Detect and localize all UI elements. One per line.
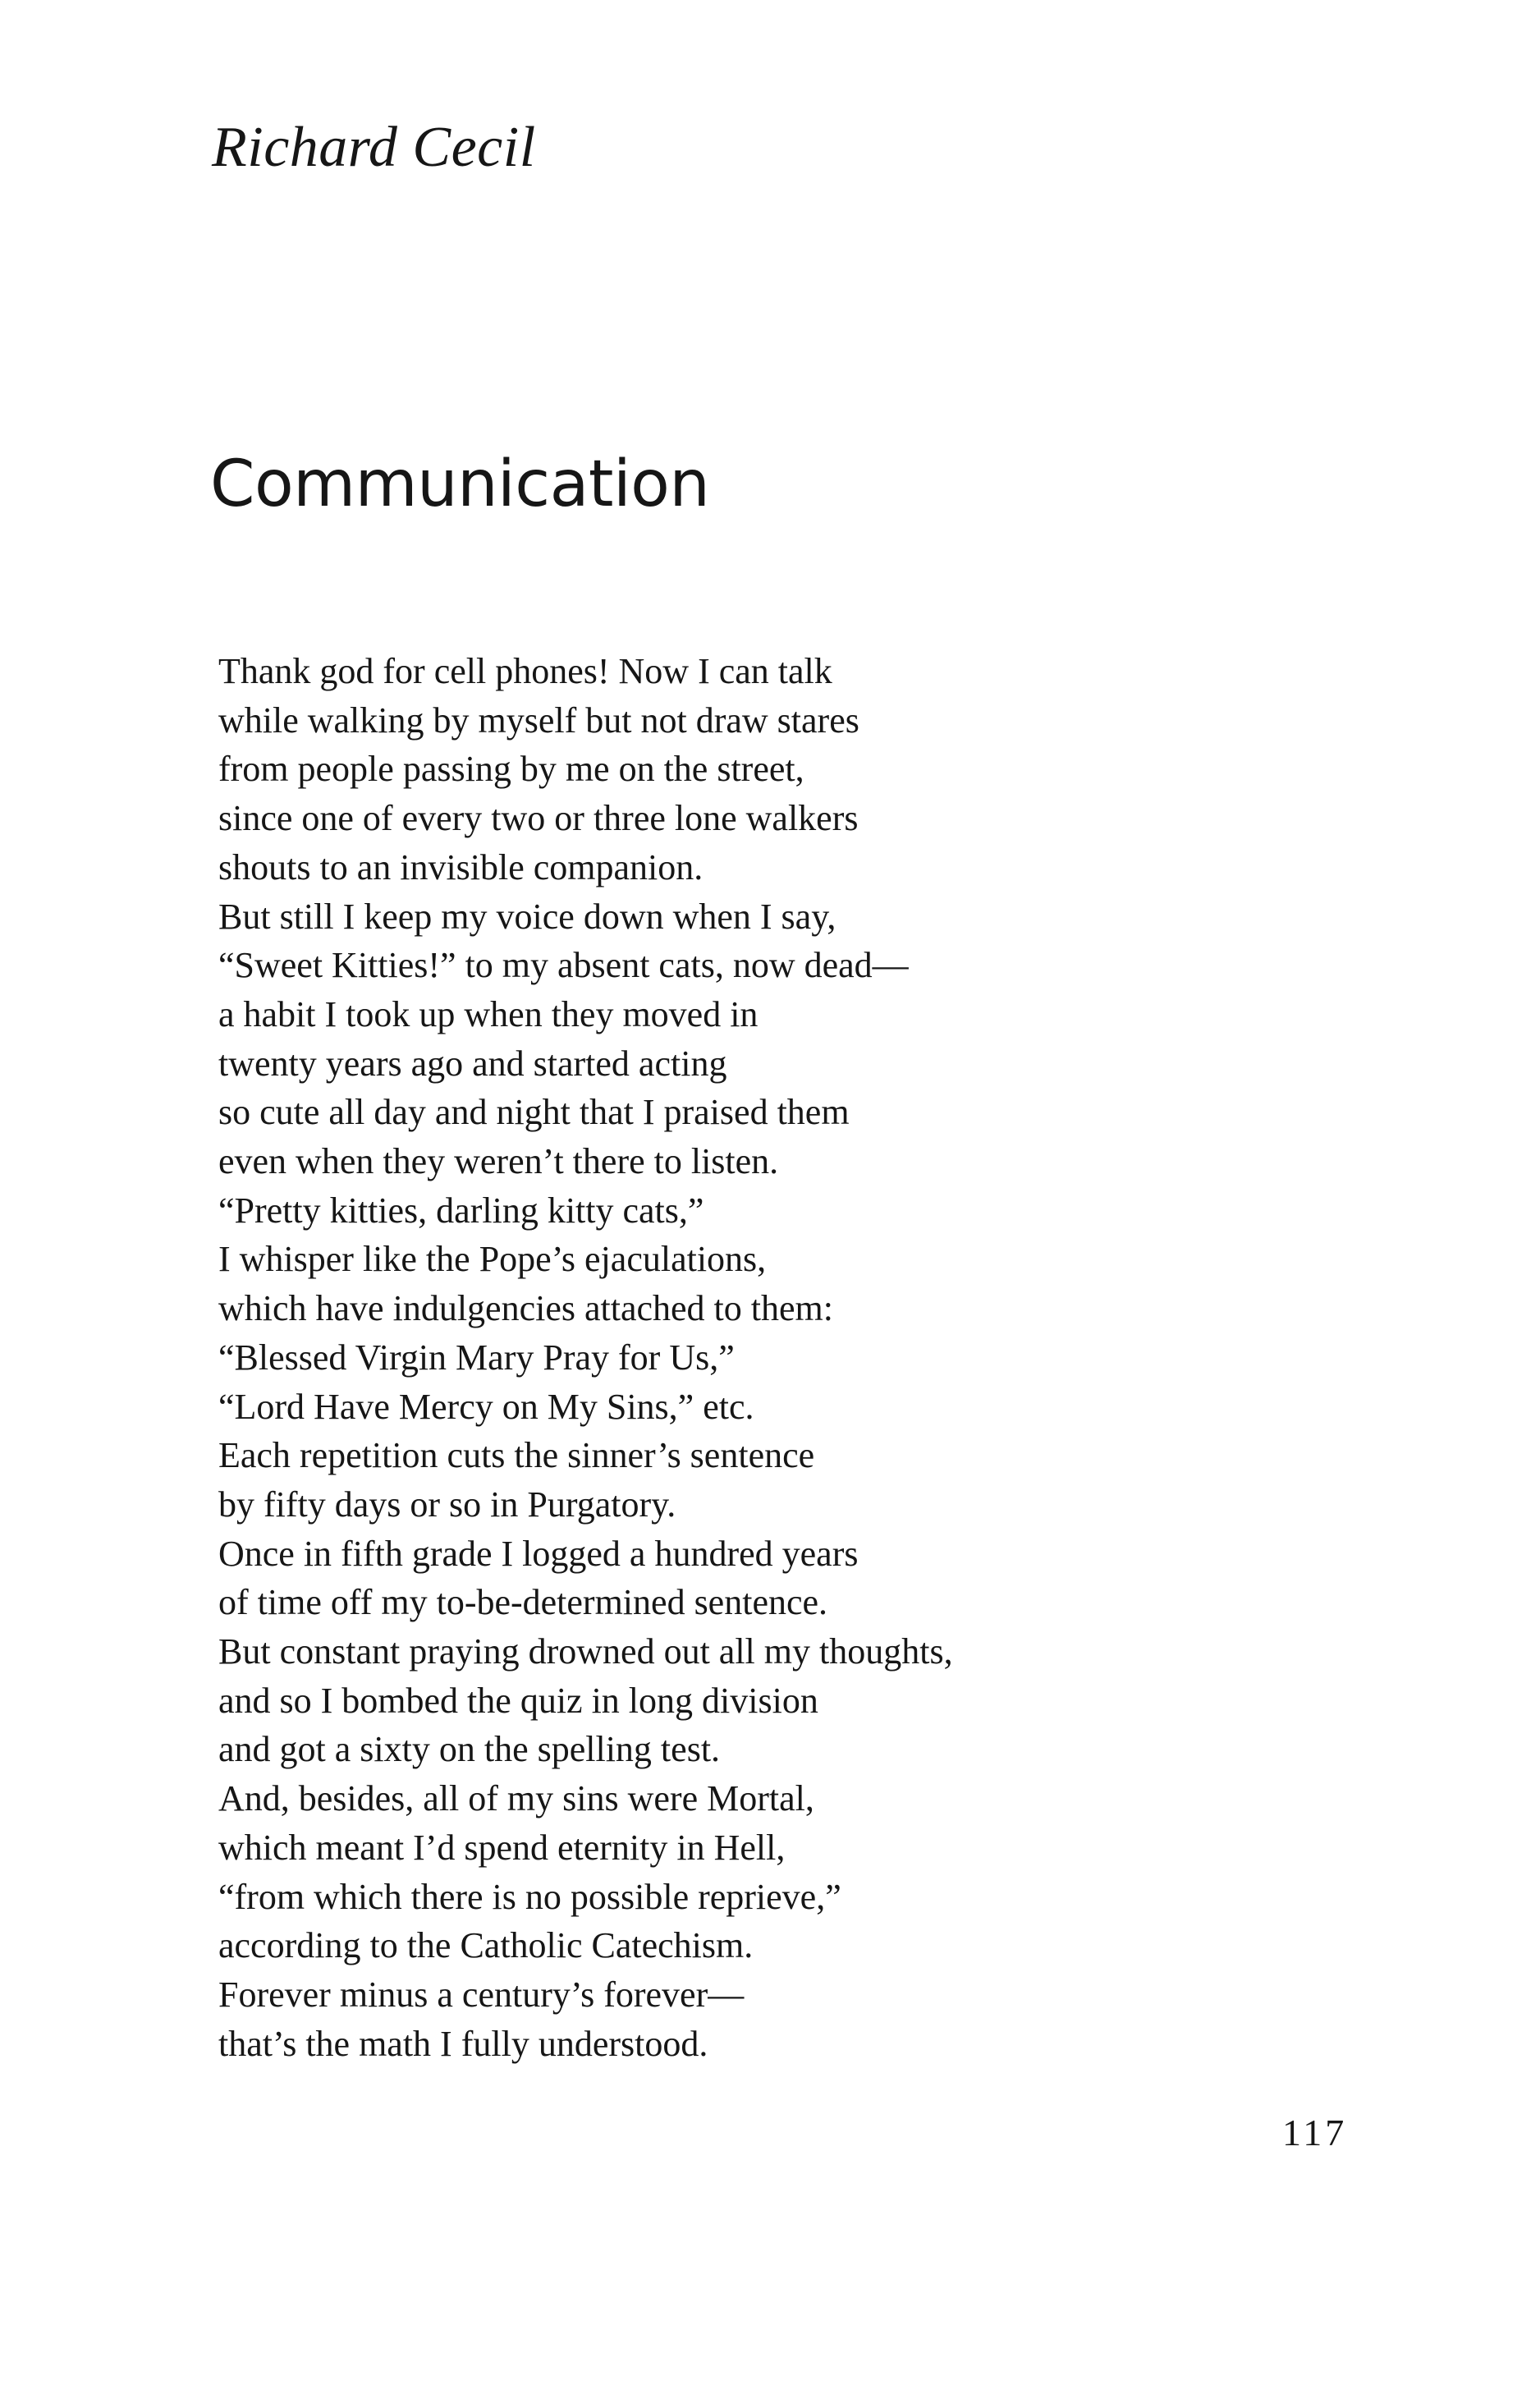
poem-line: and so I bombed the quiz in long division	[218, 1680, 818, 1721]
poem-line: “Sweet Kitties!” to my absent cats, now dead—	[218, 945, 909, 986]
poem-line: which meant I’d spend eternity in Hell,	[218, 1827, 786, 1868]
poem-line: which have indulgencies attached to them:	[218, 1288, 833, 1329]
poem-title: Communication	[210, 447, 710, 521]
poem-line: according to the Catholic Catechism.	[218, 1925, 754, 1966]
poem-line: Thank god for cell phones! Now I can talk	[218, 651, 832, 691]
poem-line: that’s the math I fully understood.	[218, 2023, 708, 2064]
poem-line: shouts to an invisible companion.	[218, 846, 704, 887]
poem-line: “from which there is no possible reprieve,”	[218, 1876, 841, 1917]
poem-line: Forever minus a century’s forever—	[218, 1974, 745, 2015]
poem-line: I whisper like the Pope’s ejaculations,	[218, 1239, 767, 1280]
author-name: Richard Cecil	[212, 116, 536, 179]
poem-line: “Blessed Virgin Mary Pray for Us,”	[218, 1337, 735, 1378]
poem-line: And, besides, all of my sins were Mortal,	[218, 1778, 814, 1819]
poem-body	[218, 647, 1368, 2068]
poem-line: “Pretty kitties, darling kitty cats,”	[218, 1190, 704, 1231]
poem-line: a habit I took up when they moved in	[218, 993, 759, 1034]
poem-line: Each repetition cuts the sinner’s sentence	[218, 1435, 815, 1476]
poem-line: so cute all day and night that I praised them	[218, 1092, 850, 1133]
poem-line: twenty years ago and started acting	[218, 1043, 727, 1084]
poem-line: Once in fifth grade I logged a hundred years	[218, 1533, 859, 1574]
page-number: 117	[1282, 2112, 1348, 2153]
poem-line: But constant praying drowned out all my thoughts,	[218, 1631, 953, 1672]
poem-line: by fifty days or so in Purgatory.	[218, 1484, 676, 1525]
poem-line: But still I keep my voice down when I say,	[218, 896, 836, 937]
poem-line: and got a sixty on the spelling test.	[218, 1729, 721, 1770]
poem-line: while walking by myself but not draw stares	[218, 699, 859, 741]
poem-line: even when they weren’t there to listen.	[218, 1141, 779, 1182]
poem-line: since one of every two or three lone walkers	[218, 798, 859, 839]
poem-line: of time off my to-be-determined sentence.	[218, 1582, 828, 1623]
poem-line: “Lord Have Mercy on My Sins,” etc.	[218, 1386, 754, 1427]
poem-line: from people passing by me on the street,	[218, 749, 804, 790]
